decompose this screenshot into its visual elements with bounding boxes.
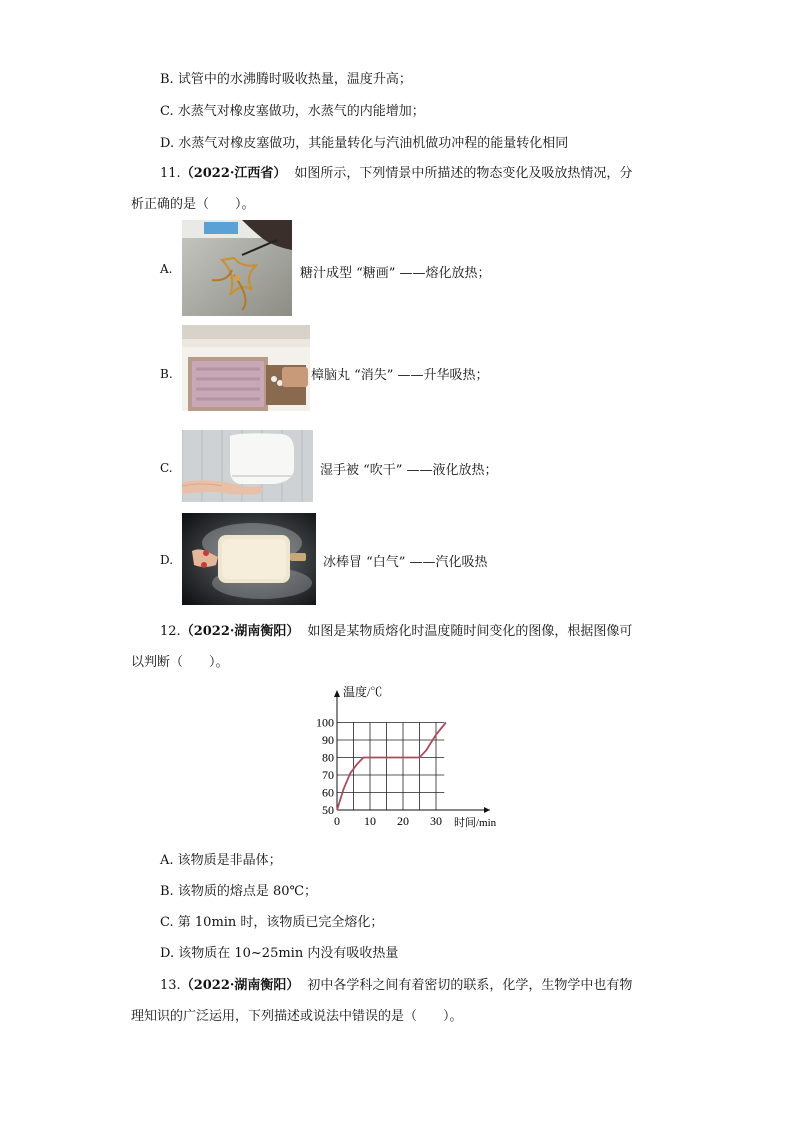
y-axis-arrow (334, 690, 340, 697)
x-tick-label-0: 0 (334, 814, 340, 828)
q12-option-d: D. 该物质在 10~25min 内没有吸收热量 (160, 946, 399, 961)
q13-stem-line2: 理知识的广泛运用，下列描述或说法中错误的是（ ）。 (131, 1009, 463, 1024)
q11-option-a-label: A. (160, 262, 173, 276)
option-d-q10: D. 水蒸气对橡皮塞做功，其能量转化与汽油机做功冲程的能量转化相同 (160, 136, 569, 151)
q11-option-c-label: C. (160, 461, 173, 475)
q12-option-b: B. 该物质的熔点是 80℃； (160, 884, 318, 899)
q12-option-c: C. 第 10min 时，该物质已完全熔化； (160, 915, 384, 930)
q12-stem-line2: 以判断（ ）。 (131, 655, 229, 670)
hand-dryer-photo (182, 430, 313, 502)
camphor-ball-drawer-photo (182, 325, 310, 417)
y-tick-label-90: 90 (322, 733, 334, 747)
sugar-painting-photo (182, 220, 292, 316)
chart-axes (334, 690, 490, 813)
q13-stem-line1 (160, 974, 632, 993)
chart-ticks (316, 716, 442, 829)
x-tick-label-10: 10 (364, 814, 376, 828)
q11-option-a-text: 糖汁成型 “糖画” ——熔化放热； (300, 266, 491, 281)
x-tick-label-20: 20 (397, 814, 409, 828)
q11-number: 11. (160, 166, 181, 181)
x-tick-label-30: 30 (430, 814, 442, 828)
q12-option-a: A. 该物质是非晶体； (160, 853, 282, 868)
q11-option-b-text: 樟脑丸 “消失” ——升华吸热； (311, 368, 489, 383)
q11-option-b-label: B. (160, 367, 173, 381)
option-c-q10: C. 水蒸气对橡皮塞做功，水蒸气的内能增加； (160, 104, 425, 119)
q11-stem-line1 (160, 162, 632, 181)
option-b-q10: B. 试管中的水沸腾时吸收热量，温度升高； (160, 72, 412, 87)
q11-source: （2022·江西省） (180, 166, 287, 181)
q13-number: 13. (160, 978, 181, 993)
q11-option-d-text: 冰棒冒 “白气” ——汽化吸热 (323, 555, 488, 570)
y-tick-label-60: 60 (322, 785, 334, 800)
q13-source: （2022·湖南衡阳） (180, 978, 300, 993)
q11-option-d-label: D. (160, 553, 174, 567)
q11-stem-line2: 析正确的是（ ）。 (131, 197, 255, 212)
y-tick-label-80: 80 (322, 750, 334, 765)
q12-source: （2022·湖南衡阳） (180, 624, 300, 639)
q12-stem-text: 如图是某物质熔化时温度随时间变化的图像，根据图像可 (307, 624, 633, 639)
chart-x-axis-label: 时间/min (454, 817, 497, 829)
q11-option-c-text: 湿手被 “吹干” ——液化放热； (320, 463, 498, 478)
x-axis-arrow (484, 807, 490, 813)
q11-stem-text: 如图所示，下列情景中所描述的物态变化及吸放热情况，分 (294, 166, 633, 181)
q12-stem-line1 (160, 620, 632, 639)
popsicle-photo (182, 513, 316, 605)
q12-number: 12. (160, 624, 181, 639)
melting-curve-chart (310, 680, 520, 830)
y-tick-label-100: 100 (316, 715, 334, 730)
y-tick-label-70: 70 (322, 768, 334, 782)
chart-grid (337, 723, 444, 811)
q13-stem-text: 初中各学科之间有着密切的联系，化学，生物学中也有物 (307, 978, 633, 993)
chart-y-axis-label: 温度/℃ (343, 685, 383, 699)
y-tick-label-50: 50 (322, 803, 334, 817)
